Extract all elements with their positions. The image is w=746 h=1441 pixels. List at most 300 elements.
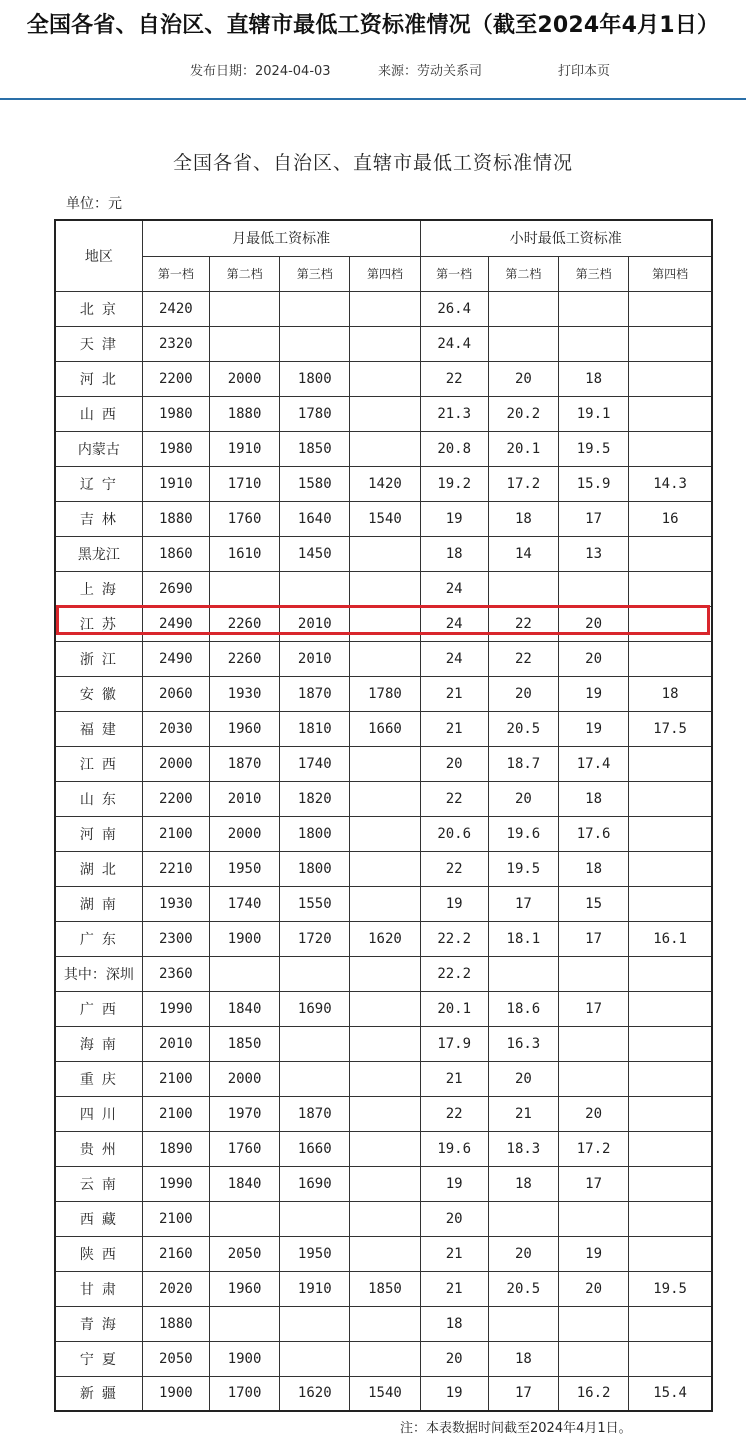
table-row — [55, 1271, 712, 1306]
region-cell: 广东 — [55, 921, 142, 956]
monthly-tier-1-cell: 1900 — [142, 1376, 209, 1411]
table-row — [55, 431, 712, 466]
monthly-tier-3-cell: 1810 — [280, 711, 350, 746]
hourly-tier-1-cell: 22 — [420, 361, 488, 396]
hourly-tier-2-cell: 14 — [488, 536, 558, 571]
hourly-tier-2-cell: 20 — [488, 676, 558, 711]
monthly-tier-1-cell: 2490 — [142, 641, 209, 676]
monthly-tier-2-cell: 2000 — [209, 361, 279, 396]
hourly-tier-2-cell: 20.5 — [488, 1271, 558, 1306]
monthly-tier-1-cell: 2490 — [142, 606, 209, 641]
hourly-tier-4-cell — [629, 1096, 712, 1131]
table-row — [55, 1376, 712, 1411]
monthly-tier-4-cell — [350, 326, 420, 361]
hourly-tier-2-cell: 21 — [488, 1096, 558, 1131]
monthly-tier-2-cell: 2000 — [209, 816, 279, 851]
monthly-tier-2-cell: 1950 — [209, 851, 279, 886]
monthly-tier-1-cell: 1980 — [142, 396, 209, 431]
hourly-tier-1-cell: 26.4 — [420, 291, 488, 326]
hourly-tier-2-cell — [488, 571, 558, 606]
region-cell: 安徽 — [55, 676, 142, 711]
monthly-tier-4-cell — [350, 536, 420, 571]
monthly-tier-1-cell: 2210 — [142, 851, 209, 886]
table-row — [55, 466, 712, 501]
hourly-tier-2-cell: 17 — [488, 886, 558, 921]
hourly-tier-1-cell: 19 — [420, 1376, 488, 1411]
region-cell: 天津 — [55, 326, 142, 361]
monthly-tier-4-cell — [350, 851, 420, 886]
region-cell: 河南 — [55, 816, 142, 851]
monthly-tier-2-cell: 1840 — [209, 1166, 279, 1201]
monthly-tier-4-cell — [350, 396, 420, 431]
monthly-tier-4-cell: 1780 — [350, 676, 420, 711]
region-cell: 四川 — [55, 1096, 142, 1131]
hourly-tier-4-cell — [629, 396, 712, 431]
hourly-tier-3-cell: 17.2 — [558, 1131, 628, 1166]
monthly-tier-2-cell: 1880 — [209, 396, 279, 431]
table-row — [55, 1131, 712, 1166]
monthly-tier-3-cell: 1800 — [280, 816, 350, 851]
hourly-tier-3-cell: 15 — [558, 886, 628, 921]
monthly-tier-1-cell: 2160 — [142, 1236, 209, 1271]
hourly-tier-1-cell: 20.1 — [420, 991, 488, 1026]
hourly-tier-1-cell: 22.2 — [420, 921, 488, 956]
hourly-tier-3-cell — [558, 291, 628, 326]
hourly-tier-3-cell — [558, 1201, 628, 1236]
hourly-tier-3-cell — [558, 1341, 628, 1376]
hourly-tier-1-cell: 20 — [420, 746, 488, 781]
hourly-tier-3-cell — [558, 571, 628, 606]
monthly-tier-3-cell: 1870 — [280, 676, 350, 711]
hourly-tier-2-cell: 20 — [488, 781, 558, 816]
monthly-tier-1-cell: 1930 — [142, 886, 209, 921]
hourly-tier-3-cell: 18 — [558, 361, 628, 396]
monthly-tier-1-cell: 2360 — [142, 956, 209, 991]
monthly-tier-1-cell: 1980 — [142, 431, 209, 466]
monthly-tier-1-cell: 2020 — [142, 1271, 209, 1306]
monthly-tier-4-cell — [350, 571, 420, 606]
table-row — [55, 781, 712, 816]
monthly-tier-3-cell — [280, 1341, 350, 1376]
region-cell: 浙江 — [55, 641, 142, 676]
monthly-tier-4-cell: 1620 — [350, 921, 420, 956]
table-row — [55, 956, 712, 991]
hourly-tier-1-cell: 21 — [420, 1236, 488, 1271]
region-cell: 其中：深圳 — [55, 956, 142, 991]
hourly-tier-4-cell — [629, 991, 712, 1026]
monthly-tier-2-cell: 1700 — [209, 1376, 279, 1411]
table-row — [55, 1236, 712, 1271]
monthly-tier-3-cell: 1450 — [280, 536, 350, 571]
monthly-tier-1-cell: 2420 — [142, 291, 209, 326]
hourly-tier-1-cell: 19 — [420, 501, 488, 536]
hourly-tier-1-cell: 22 — [420, 1096, 488, 1131]
monthly-tier-2-cell — [209, 326, 279, 361]
monthly-tier-3-cell: 1550 — [280, 886, 350, 921]
region-cell: 云南 — [55, 1166, 142, 1201]
source-label: 来源：劳动关系司 — [378, 64, 483, 79]
hourly-tier-2-cell — [488, 326, 558, 361]
hourly-tier-1-cell: 21 — [420, 711, 488, 746]
monthly-tier-4-cell — [350, 1061, 420, 1096]
hourly-tier-4-cell — [629, 956, 712, 991]
table-row — [55, 1096, 712, 1131]
hourly-tier-1-cell: 22 — [420, 781, 488, 816]
monthly-tier-1-cell: 2320 — [142, 326, 209, 361]
hourly-tier-2-cell: 20 — [488, 1236, 558, 1271]
table-note: 注：本表数据时间截至2024年4月1日。 — [400, 1421, 632, 1436]
monthly-tier-1-cell: 2100 — [142, 816, 209, 851]
hourly-tier-4-cell — [629, 886, 712, 921]
monthly-tier-4-cell — [350, 1131, 420, 1166]
monthly-tier-2-cell: 1900 — [209, 921, 279, 956]
region-cell: 上海 — [55, 571, 142, 606]
monthly-tier-4-cell — [350, 291, 420, 326]
table-row — [55, 1026, 712, 1061]
hourly-tier-1-cell: 21 — [420, 1061, 488, 1096]
monthly-tier-4-cell: 1540 — [350, 501, 420, 536]
table-row — [55, 536, 712, 571]
table-row — [55, 921, 712, 956]
monthly-tier-1-cell: 2100 — [142, 1061, 209, 1096]
hourly-tier-2-cell: 19.6 — [488, 816, 558, 851]
hourly-tier-3-cell: 17 — [558, 1166, 628, 1201]
hourly-tier-2-cell: 18 — [488, 1341, 558, 1376]
region-cell: 湖北 — [55, 851, 142, 886]
table-row — [55, 571, 712, 606]
hourly-tier-3-cell: 17 — [558, 991, 628, 1026]
monthly-header: 月最低工资标准 — [142, 220, 420, 256]
region-cell: 新疆 — [55, 1376, 142, 1411]
minimum-wage-table — [54, 219, 713, 1412]
monthly-tier-1-cell: 2030 — [142, 711, 209, 746]
unit-label: 单位：元 — [66, 196, 122, 212]
header-divider — [0, 98, 746, 100]
hourly-tier-4-cell — [629, 746, 712, 781]
hourly-tier-2-cell — [488, 291, 558, 326]
monthly-tier-4-cell — [350, 431, 420, 466]
hourly-tier-2-header: 第二档 — [488, 256, 558, 291]
monthly-tier-3-cell: 1690 — [280, 1166, 350, 1201]
monthly-tier-1-header: 第一档 — [142, 256, 209, 291]
monthly-tier-1-cell: 2000 — [142, 746, 209, 781]
region-cell: 江西 — [55, 746, 142, 781]
hourly-tier-3-cell: 18 — [558, 851, 628, 886]
table-row — [55, 501, 712, 536]
region-cell: 河北 — [55, 361, 142, 396]
hourly-tier-3-cell: 20 — [558, 641, 628, 676]
monthly-tier-3-cell: 2010 — [280, 641, 350, 676]
hourly-tier-3-cell: 20 — [558, 606, 628, 641]
monthly-tier-3-cell: 1690 — [280, 991, 350, 1026]
monthly-tier-1-cell: 2010 — [142, 1026, 209, 1061]
region-cell: 山西 — [55, 396, 142, 431]
monthly-tier-4-cell — [350, 991, 420, 1026]
hourly-tier-1-cell: 24 — [420, 571, 488, 606]
monthly-tier-3-cell: 1740 — [280, 746, 350, 781]
hourly-tier-4-cell — [629, 781, 712, 816]
monthly-tier-3-cell: 2010 — [280, 606, 350, 641]
hourly-tier-1-cell: 20.8 — [420, 431, 488, 466]
hourly-tier-1-cell: 19.2 — [420, 466, 488, 501]
hourly-tier-4-cell: 16 — [629, 501, 712, 536]
hourly-tier-4-cell: 16.1 — [629, 921, 712, 956]
monthly-tier-4-cell — [350, 1026, 420, 1061]
table-row — [55, 746, 712, 781]
monthly-tier-3-cell — [280, 1201, 350, 1236]
monthly-tier-3-cell: 1620 — [280, 1376, 350, 1411]
hourly-tier-3-cell: 19 — [558, 711, 628, 746]
hourly-tier-3-cell — [558, 1306, 628, 1341]
hourly-tier-4-cell — [629, 1166, 712, 1201]
region-cell: 广西 — [55, 991, 142, 1026]
region-cell: 重庆 — [55, 1061, 142, 1096]
monthly-tier-2-cell: 1970 — [209, 1096, 279, 1131]
hourly-tier-4-cell — [629, 816, 712, 851]
monthly-tier-1-cell: 1860 — [142, 536, 209, 571]
monthly-tier-4-header: 第四档 — [350, 256, 420, 291]
monthly-tier-4-cell: 1660 — [350, 711, 420, 746]
hourly-tier-4-cell — [629, 1236, 712, 1271]
table-row — [55, 1166, 712, 1201]
monthly-tier-2-cell: 1760 — [209, 1131, 279, 1166]
monthly-tier-3-header: 第三档 — [280, 256, 350, 291]
monthly-tier-1-cell: 2060 — [142, 676, 209, 711]
hourly-tier-1-cell: 20 — [420, 1341, 488, 1376]
monthly-tier-2-cell: 1960 — [209, 711, 279, 746]
table-row — [55, 816, 712, 851]
table-row — [55, 711, 712, 746]
hourly-tier-4-header: 第四档 — [629, 256, 712, 291]
monthly-tier-2-cell: 1960 — [209, 1271, 279, 1306]
monthly-tier-4-cell — [350, 781, 420, 816]
monthly-tier-4-cell — [350, 606, 420, 641]
hourly-tier-2-cell: 18.7 — [488, 746, 558, 781]
hourly-tier-1-cell: 24 — [420, 641, 488, 676]
hourly-tier-1-cell: 21.3 — [420, 396, 488, 431]
hourly-tier-4-cell — [629, 571, 712, 606]
hourly-tier-2-cell: 18 — [488, 1166, 558, 1201]
hourly-tier-1-cell: 19 — [420, 886, 488, 921]
hourly-tier-3-cell: 17 — [558, 921, 628, 956]
monthly-tier-1-cell: 1910 — [142, 466, 209, 501]
hourly-tier-2-cell: 22 — [488, 641, 558, 676]
monthly-tier-3-cell: 1580 — [280, 466, 350, 501]
publish-date: 发布日期：2024-04-03 — [190, 64, 331, 79]
monthly-tier-2-cell: 1930 — [209, 676, 279, 711]
table-row — [55, 991, 712, 1026]
hourly-tier-4-cell — [629, 606, 712, 641]
hourly-tier-4-cell — [629, 431, 712, 466]
monthly-tier-3-cell: 1780 — [280, 396, 350, 431]
hourly-tier-4-cell — [629, 1131, 712, 1166]
monthly-tier-2-cell: 1610 — [209, 536, 279, 571]
hourly-tier-1-cell: 20 — [420, 1201, 488, 1236]
hourly-tier-1-cell: 21 — [420, 1271, 488, 1306]
monthly-tier-1-cell: 1990 — [142, 991, 209, 1026]
hourly-tier-4-cell — [629, 1061, 712, 1096]
monthly-tier-1-cell: 2200 — [142, 781, 209, 816]
monthly-tier-3-cell: 1850 — [280, 431, 350, 466]
region-cell: 宁夏 — [55, 1341, 142, 1376]
hourly-tier-4-cell — [629, 536, 712, 571]
hourly-tier-2-cell: 20.1 — [488, 431, 558, 466]
document-title: 全国各省、自治区、直辖市最低工资标准情况 — [172, 152, 573, 174]
region-cell: 福建 — [55, 711, 142, 746]
hourly-tier-3-cell: 13 — [558, 536, 628, 571]
monthly-tier-1-cell: 2200 — [142, 361, 209, 396]
monthly-tier-1-cell: 2690 — [142, 571, 209, 606]
region-cell: 青海 — [55, 1306, 142, 1341]
hourly-tier-2-cell: 19.5 — [488, 851, 558, 886]
hourly-tier-4-cell: 18 — [629, 676, 712, 711]
table-row — [55, 851, 712, 886]
monthly-tier-1-cell: 2050 — [142, 1341, 209, 1376]
monthly-tier-2-cell: 2260 — [209, 641, 279, 676]
hourly-tier-3-cell — [558, 1061, 628, 1096]
monthly-tier-1-cell: 2300 — [142, 921, 209, 956]
hourly-tier-3-cell: 20 — [558, 1271, 628, 1306]
monthly-tier-4-cell — [350, 1201, 420, 1236]
hourly-tier-3-cell: 17.6 — [558, 816, 628, 851]
table-row — [55, 606, 712, 641]
monthly-tier-2-cell: 1710 — [209, 466, 279, 501]
region-cell: 山东 — [55, 781, 142, 816]
monthly-tier-4-cell: 1850 — [350, 1271, 420, 1306]
table-row — [55, 886, 712, 921]
monthly-tier-3-cell — [280, 571, 350, 606]
hourly-tier-4-cell: 19.5 — [629, 1271, 712, 1306]
monthly-tier-2-cell — [209, 1306, 279, 1341]
monthly-tier-3-cell: 1720 — [280, 921, 350, 956]
monthly-tier-3-cell — [280, 1306, 350, 1341]
monthly-tier-2-cell: 1910 — [209, 431, 279, 466]
monthly-tier-4-cell: 1420 — [350, 466, 420, 501]
hourly-tier-1-cell: 19 — [420, 1166, 488, 1201]
monthly-tier-4-cell — [350, 816, 420, 851]
hourly-tier-4-cell — [629, 1341, 712, 1376]
hourly-tier-4-cell — [629, 291, 712, 326]
table-row — [55, 396, 712, 431]
monthly-tier-2-cell: 1900 — [209, 1341, 279, 1376]
hourly-tier-1-cell: 20.6 — [420, 816, 488, 851]
monthly-tier-3-cell: 1800 — [280, 851, 350, 886]
hourly-tier-4-cell — [629, 326, 712, 361]
hourly-tier-3-cell: 15.9 — [558, 466, 628, 501]
hourly-tier-1-cell: 18 — [420, 536, 488, 571]
monthly-tier-3-cell — [280, 291, 350, 326]
table-row — [55, 361, 712, 396]
hourly-tier-2-cell: 20.5 — [488, 711, 558, 746]
monthly-tier-1-cell: 1880 — [142, 1306, 209, 1341]
hourly-tier-3-header: 第三档 — [558, 256, 628, 291]
monthly-tier-3-cell: 1660 — [280, 1131, 350, 1166]
hourly-tier-1-cell: 22.2 — [420, 956, 488, 991]
hourly-tier-2-cell — [488, 1306, 558, 1341]
table-row — [55, 641, 712, 676]
monthly-tier-3-cell: 1820 — [280, 781, 350, 816]
region-cell: 吉林 — [55, 501, 142, 536]
region-cell: 江苏 — [55, 606, 142, 641]
hourly-tier-3-cell: 17.4 — [558, 746, 628, 781]
region-cell: 贵州 — [55, 1131, 142, 1166]
hourly-tier-3-cell: 18 — [558, 781, 628, 816]
hourly-tier-3-cell: 19.1 — [558, 396, 628, 431]
region-cell: 湖南 — [55, 886, 142, 921]
table-row — [55, 1306, 712, 1341]
hourly-tier-2-cell: 18.6 — [488, 991, 558, 1026]
hourly-tier-4-cell — [629, 851, 712, 886]
hourly-tier-4-cell: 17.5 — [629, 711, 712, 746]
monthly-tier-3-cell: 1870 — [280, 1096, 350, 1131]
monthly-tier-2-cell: 2260 — [209, 606, 279, 641]
monthly-tier-1-cell: 1880 — [142, 501, 209, 536]
monthly-tier-1-cell: 2100 — [142, 1096, 209, 1131]
monthly-tier-4-cell — [350, 1306, 420, 1341]
table-row — [55, 1341, 712, 1376]
hourly-tier-2-cell: 16.3 — [488, 1026, 558, 1061]
hourly-tier-2-cell: 20 — [488, 1061, 558, 1096]
hourly-tier-3-cell: 17 — [558, 501, 628, 536]
page-title: 全国各省、自治区、直辖市最低工资标准情况（截至2024年4月1日） — [26, 13, 720, 38]
hourly-tier-2-cell: 17 — [488, 1376, 558, 1411]
hourly-tier-4-cell: 15.4 — [629, 1376, 712, 1411]
hourly-tier-1-cell: 22 — [420, 851, 488, 886]
monthly-tier-4-cell — [350, 1096, 420, 1131]
table-row — [55, 676, 712, 711]
monthly-tier-4-cell — [350, 1236, 420, 1271]
monthly-tier-4-cell — [350, 886, 420, 921]
hourly-tier-4-cell — [629, 1306, 712, 1341]
print-page-link[interactable]: 打印本页 — [558, 64, 611, 79]
monthly-tier-4-cell — [350, 641, 420, 676]
table-body — [55, 291, 712, 1411]
hourly-tier-3-cell — [558, 956, 628, 991]
hourly-tier-2-cell: 22 — [488, 606, 558, 641]
region-cell: 西藏 — [55, 1201, 142, 1236]
monthly-tier-3-cell — [280, 1026, 350, 1061]
hourly-tier-1-cell: 19.6 — [420, 1131, 488, 1166]
monthly-tier-2-cell — [209, 1201, 279, 1236]
hourly-tier-4-cell — [629, 1026, 712, 1061]
region-cell: 海南 — [55, 1026, 142, 1061]
hourly-tier-2-cell: 18.3 — [488, 1131, 558, 1166]
table-row — [55, 291, 712, 326]
monthly-tier-2-header: 第二档 — [209, 256, 279, 291]
hourly-header: 小时最低工资标准 — [420, 220, 712, 256]
monthly-tier-3-cell: 1640 — [280, 501, 350, 536]
table-row — [55, 326, 712, 361]
hourly-tier-2-cell — [488, 956, 558, 991]
monthly-tier-2-cell — [209, 571, 279, 606]
hourly-tier-2-cell: 17.2 — [488, 466, 558, 501]
region-cell: 辽宁 — [55, 466, 142, 501]
monthly-tier-2-cell — [209, 956, 279, 991]
hourly-tier-2-cell: 18 — [488, 501, 558, 536]
monthly-tier-4-cell — [350, 746, 420, 781]
monthly-tier-3-cell: 1910 — [280, 1271, 350, 1306]
monthly-tier-2-cell — [209, 291, 279, 326]
monthly-tier-4-cell — [350, 1341, 420, 1376]
monthly-tier-2-cell: 2000 — [209, 1061, 279, 1096]
hourly-tier-2-cell — [488, 1201, 558, 1236]
region-cell: 甘肃 — [55, 1271, 142, 1306]
hourly-tier-3-cell: 20 — [558, 1096, 628, 1131]
monthly-tier-3-cell — [280, 326, 350, 361]
monthly-tier-3-cell: 1950 — [280, 1236, 350, 1271]
hourly-tier-1-header: 第一档 — [420, 256, 488, 291]
monthly-tier-2-cell: 1840 — [209, 991, 279, 1026]
